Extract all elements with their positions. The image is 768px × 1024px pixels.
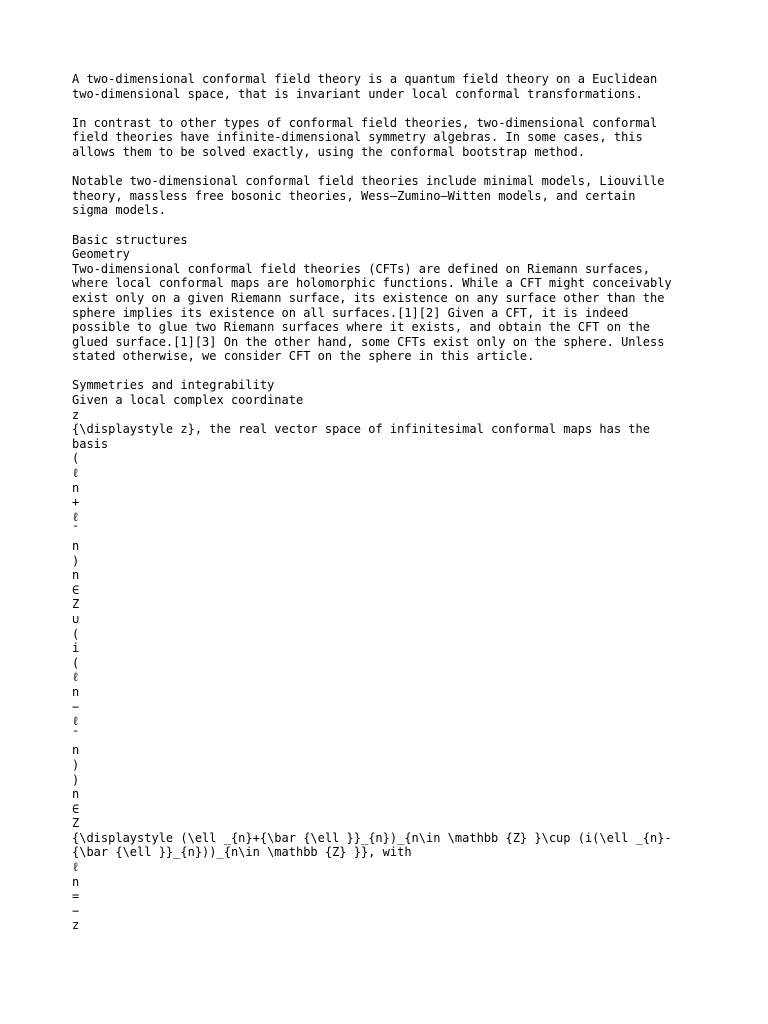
intro-paragraph-2: In contrast to other types of conformal field theories, two-dimensional conformal field theories have infinite-dimensional symmetry algebras. In some cases, this allows them to be solved exactly, using the conformal bootstrap method. [72, 115, 658, 159]
math-glyph: n [72, 743, 80, 758]
math-glyph: z [72, 918, 80, 933]
math-variable-z: z [72, 407, 80, 422]
math-glyph: ( [72, 626, 80, 641]
math-glyph: ∈ [72, 582, 80, 597]
subsection-heading-geometry: Geometry [72, 247, 130, 262]
latex-z-text: {\displaystyle z}, the real vector space of infinitesimal conformal maps has the basis [72, 422, 650, 451]
document-page [72, 72, 762, 948]
math-glyph: ∪ [72, 611, 80, 626]
math-glyph: ℓ [72, 466, 80, 481]
math-glyph: ) [72, 757, 80, 772]
math-glyph: ( [72, 655, 80, 670]
section-heading-basic-structures: Basic structures [72, 232, 188, 247]
math-glyph: + [72, 495, 80, 510]
latex-basis-text: {\displaystyle (\ell _{n}+{\bar {\ell }}_{n})_{n\in \mathbb {Z} }\cup (i(\ell _{n}- {\bar {\ell }}_{n}))_{n\in \mathbb {Z} }}, with [72, 830, 672, 860]
math-glyph: n [72, 480, 80, 495]
symmetries-section [72, 378, 762, 933]
math-glyph: n [72, 539, 80, 553]
intro-paragraph-1: A two-dimensional conformal field theory is a quantum field theory on a Euclidean two-dimensional space, that is invariant under local conformal transformations. [72, 72, 658, 101]
math-glyph: ∈ [72, 801, 80, 816]
math-glyph: n [72, 684, 80, 699]
math-glyph: ℓ [72, 509, 80, 524]
math-glyph: n [72, 568, 80, 583]
symmetries-intro-line: Given a local complex coordinate [72, 393, 304, 408]
math-glyph: i [72, 641, 80, 656]
math-glyph: ) [72, 772, 80, 787]
math-glyph: − [72, 903, 80, 918]
math-glyph-column-basis [72, 451, 762, 830]
math-glyph-column-ell [72, 860, 762, 933]
math-glyph: ℓ [72, 860, 80, 875]
math-glyph: n [72, 874, 80, 889]
math-glyph: ℓ [72, 670, 80, 685]
math-glyph: − [72, 699, 80, 714]
basic-structures-section [72, 233, 762, 364]
intro-paragraph-3: Notable two-dimensional conformal field theories include minimal models, Liouville theory, massless free bosonic theories, Wess–Zumino–Witten models, and certain sigma models. [72, 174, 665, 218]
math-glyph: n [72, 787, 80, 802]
math-glyph: ¯ [72, 524, 80, 539]
math-glyph: ) [72, 553, 80, 568]
math-glyph: ℓ [72, 714, 80, 729]
math-glyph: Z [72, 597, 80, 612]
math-glyph: ¯ [72, 728, 80, 743]
section-heading-symmetries: Symmetries and integrability [72, 378, 275, 393]
math-glyph: = [72, 889, 80, 904]
geometry-paragraph: Two-dimensional conformal field theories (CFTs) are defined on Riemann surfaces, where local conformal maps are holomorphic functions. While a CFT might conceivably exist only on a given Riemann surface, its existence on any surface other than the sphere implies its existence on all surfaces.[1][2] Given a CFT, it is indeed possible to glue two Riemann surfaces where it exists, and obtain the CFT on the glued surface.[1][3] On the other hand, some CFTs exist only on the sphere. Unless stated otherwise, we consider CFT on the sphere in this article. [72, 261, 672, 364]
math-glyph: Z [72, 816, 80, 831]
math-glyph: ( [72, 451, 80, 466]
